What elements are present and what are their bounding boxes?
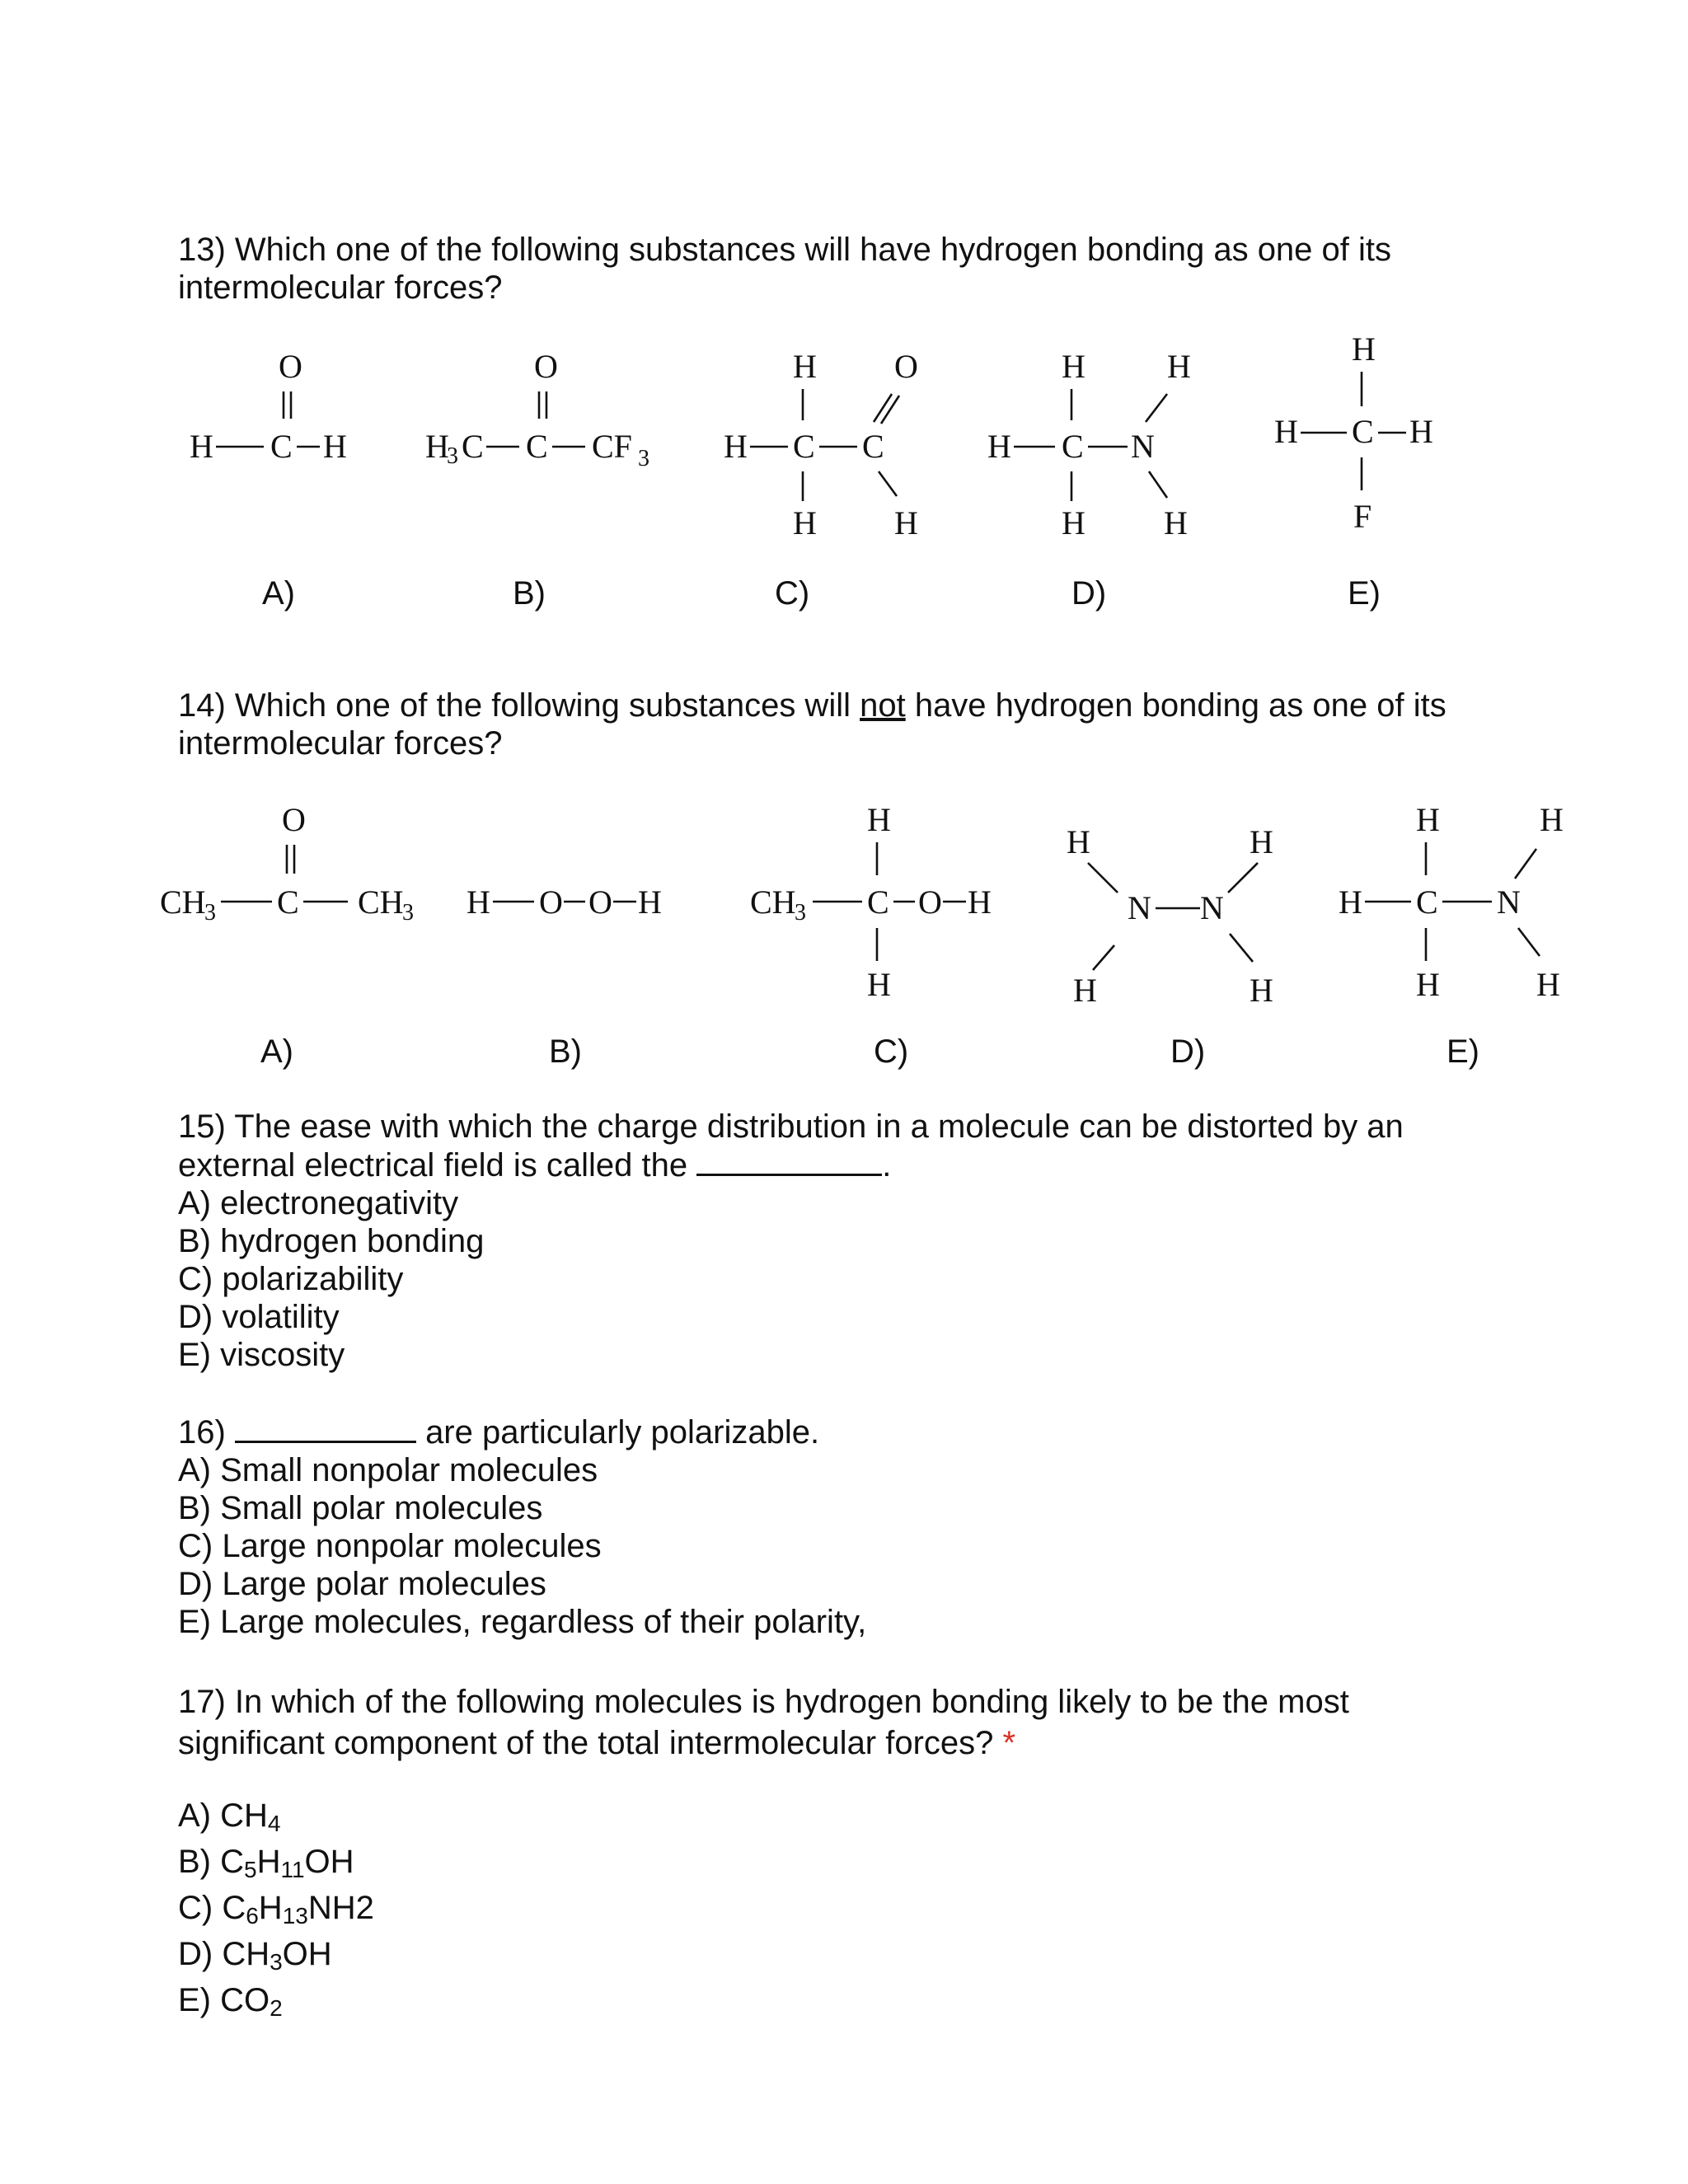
- emphasis-not: not: [860, 687, 906, 724]
- atom-c: C: [1062, 428, 1084, 465]
- atom-ch: CH: [358, 883, 404, 921]
- bond: [1149, 471, 1167, 498]
- atom-o: O: [588, 883, 612, 921]
- q13-structure-b: [420, 338, 676, 486]
- atom-h: H: [1540, 801, 1564, 838]
- atom-o: O: [894, 348, 918, 385]
- q16-block: [178, 1413, 866, 1641]
- q15-option-e: E) viscosity: [178, 1337, 345, 1373]
- atom-o: O: [534, 348, 558, 385]
- q15-line1: 15) The ease with which the charge distribution in a molecule can be distorted by an: [178, 1108, 1404, 1145]
- q14-label-a: A): [260, 1033, 293, 1070]
- atom-h: H: [968, 883, 992, 921]
- q14-structure-a: [157, 791, 437, 940]
- atom-h: H: [1062, 504, 1085, 541]
- atom-h: H: [987, 428, 1011, 465]
- atom-h: H: [1067, 823, 1090, 860]
- q15-option-b: B) hydrogen bonding: [178, 1223, 485, 1259]
- atom-ch: CH: [160, 883, 206, 921]
- bond: [1518, 928, 1540, 956]
- bond: [1228, 863, 1258, 893]
- q16-option-e: E) Large molecules, regardless of their polarity,: [178, 1604, 867, 1640]
- q13-structure-d: [981, 338, 1195, 544]
- atom-c: C: [526, 428, 548, 465]
- q15-option-a: A) electronegativity: [178, 1185, 459, 1221]
- q14-label-b: B): [549, 1033, 582, 1070]
- subscript: 3: [795, 900, 806, 926]
- q16-option-c: C) Large nonpolar molecules: [178, 1528, 602, 1564]
- subscript: 3: [638, 446, 649, 471]
- atom-o: O: [282, 801, 306, 838]
- bond: [1088, 863, 1118, 893]
- q13-stem: [178, 231, 1391, 307]
- q17-options: [178, 1797, 374, 2027]
- atom-o: O: [279, 348, 302, 385]
- atom-n: N: [1497, 883, 1521, 921]
- atom-h: H: [190, 428, 213, 465]
- atom-h: H: [1250, 823, 1273, 860]
- atom-c: C: [1416, 883, 1438, 921]
- answer-blank: [235, 1413, 416, 1443]
- q13-label-d: D): [1071, 575, 1107, 612]
- q14-label-c: C): [874, 1033, 909, 1070]
- atom-f: F: [1353, 498, 1372, 535]
- atom-h: H: [1416, 966, 1440, 1003]
- atom-h: H: [1062, 348, 1085, 385]
- q17-option-d: D) $CH_3OH$: [178, 1936, 332, 1975]
- q16-stem: 16) are particularly polarizable.: [178, 1414, 820, 1451]
- q14-line1: 14) Which one of the following substances will not have hydrogen bonding as one of its: [178, 687, 1447, 724]
- bond: [1146, 394, 1167, 422]
- atom-c: C: [793, 428, 815, 465]
- q14-structure-c: [750, 791, 1039, 1014]
- bond: [1093, 945, 1114, 970]
- atom-c: C: [867, 883, 889, 921]
- atom-ch: CH: [750, 883, 796, 921]
- atom-o: O: [539, 883, 563, 921]
- atom-h: H: [1536, 966, 1560, 1003]
- atom-h: H: [894, 504, 918, 541]
- atom-c: C: [277, 883, 299, 921]
- atom-c: C: [462, 428, 484, 465]
- q17-option-e: E) $CO_2$: [178, 1982, 283, 2021]
- q14-structure-d: [1055, 804, 1286, 1018]
- bond: [1230, 934, 1253, 962]
- required-asterisk: *: [1002, 1725, 1016, 1761]
- q13-label-a: A): [262, 575, 295, 612]
- q15-option-d: D) volatility: [178, 1299, 340, 1335]
- atom-c: C: [862, 428, 884, 465]
- q17-line2: significant component of the total intermolecular forces? *: [178, 1725, 1016, 1761]
- atom-h: H: [724, 428, 748, 465]
- q13-line2: intermolecular forces?: [178, 269, 503, 306]
- atom-o: O: [918, 883, 942, 921]
- answer-blank: [696, 1146, 882, 1176]
- q13-structure-c: [717, 338, 931, 544]
- atom-cf: CF: [592, 428, 632, 465]
- atom-h: H: [638, 883, 662, 921]
- q17-stem: [178, 1681, 1349, 1764]
- q13-label-c: C): [775, 575, 810, 612]
- q13-line1: 13) Which one of the following substances will have hydrogen bonding as one of its: [178, 232, 1392, 268]
- atom-h: H: [1339, 883, 1362, 921]
- q16-option-b: B) Small polar molecules: [178, 1490, 543, 1526]
- subscript: 3: [402, 900, 414, 926]
- q14-line2: intermolecular forces?: [178, 725, 503, 762]
- atom-h: H: [793, 348, 817, 385]
- atom-h: H: [1073, 972, 1097, 1009]
- atom-h: H: [793, 504, 817, 541]
- atom-n: N: [1200, 889, 1224, 926]
- q17-line1: 17) In which of the following molecules is hydrogen bonding likely to be the most: [178, 1684, 1349, 1720]
- atom-n: N: [1128, 889, 1151, 926]
- q17-option-c: C) $C_6H_{13}NH2$: [178, 1890, 374, 1929]
- q14-structure-b: [462, 791, 709, 940]
- atom-h: H: [467, 883, 490, 921]
- atom-h: H: [1250, 972, 1273, 1009]
- q15-block: [178, 1108, 1404, 1374]
- q13-label-b: B): [513, 575, 546, 612]
- atom-h: H: [867, 801, 891, 838]
- bond: [881, 396, 899, 424]
- q15-option-c: C) polarizability: [178, 1261, 404, 1297]
- q14-structure-e: [1335, 791, 1574, 1014]
- q14-label-d: D): [1170, 1033, 1206, 1070]
- atom-c: C: [270, 428, 293, 465]
- q14-label-e: E): [1447, 1033, 1479, 1070]
- atom-h: H: [867, 966, 891, 1003]
- q14-stem: [178, 687, 1447, 762]
- atom-h: H: [1164, 504, 1188, 541]
- subscript: 3: [447, 443, 458, 469]
- atom-h: H: [1167, 348, 1191, 385]
- bond: [879, 471, 897, 496]
- atom-h: H: [1352, 330, 1376, 368]
- atom-h: H: [425, 428, 449, 465]
- subscript: 3: [204, 900, 216, 926]
- q16-option-a: A) Small nonpolar molecules: [178, 1452, 598, 1488]
- q17-option-a: A) $CH_4$: [178, 1797, 281, 1836]
- atom-c: C: [1352, 413, 1374, 450]
- q13-label-e: E): [1348, 575, 1381, 612]
- bond: [874, 394, 892, 422]
- atom-n: N: [1131, 428, 1155, 465]
- atom-h: H: [323, 428, 347, 465]
- q13-structure-a: [181, 338, 363, 486]
- atom-h: H: [1416, 801, 1440, 838]
- q16-option-d: D) Large polar molecules: [178, 1566, 546, 1602]
- atom-h: H: [1409, 413, 1433, 450]
- bond: [1515, 849, 1536, 879]
- q13-structure-e: [1269, 326, 1451, 548]
- atom-h: H: [1274, 413, 1298, 450]
- q15-line2: external electrical field is called the .: [178, 1147, 892, 1183]
- q17-option-b: B) $C_5H_{11}OH$: [178, 1844, 354, 1882]
